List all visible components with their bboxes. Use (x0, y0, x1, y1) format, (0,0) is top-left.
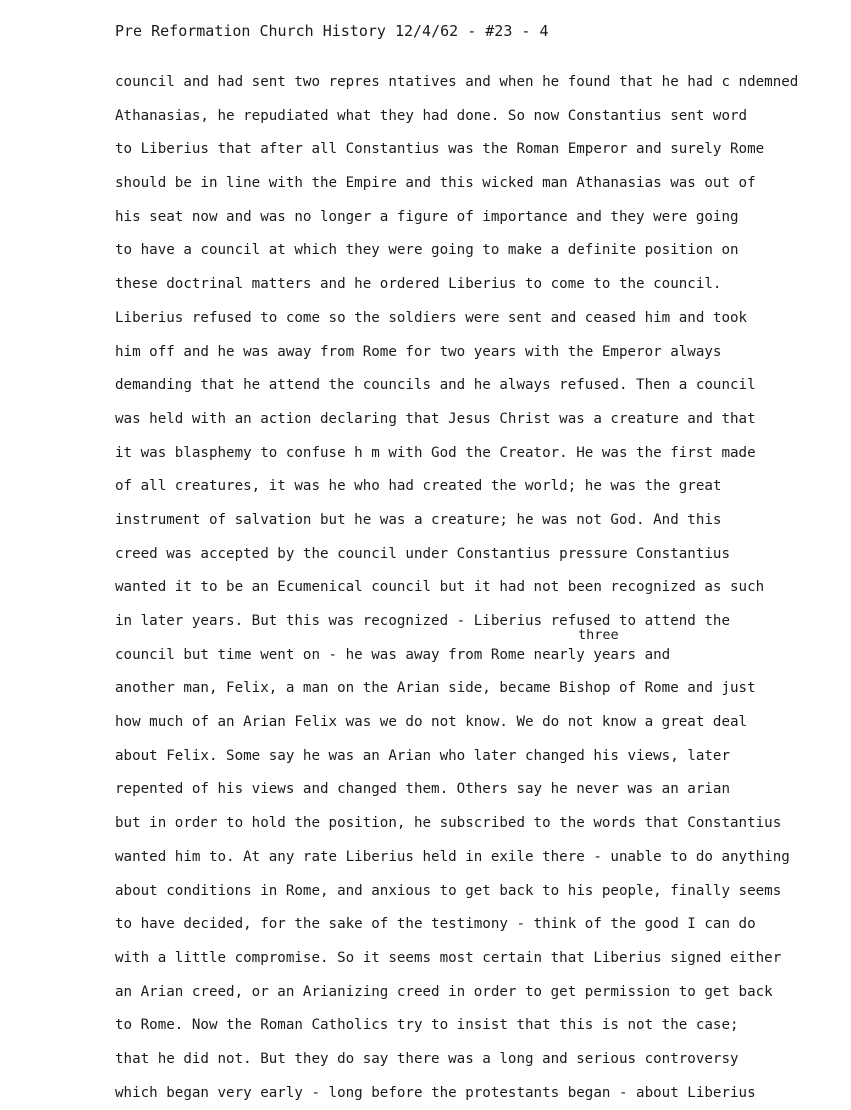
text-line: should be in line with the Empire and this wicked man Athanasias was out of (115, 175, 756, 192)
text-line: Liberius refused to come so the soldiers were sent and ceased him and took (115, 309, 748, 326)
text-line: to have a council at which they were going to make a definite position on (115, 242, 739, 259)
text-line: how much of an Arian Felix was we do not know. We do not know a great deal (115, 714, 748, 731)
text-line: to Liberius that after all Constantius was the Roman Emperor and surely Rome (115, 141, 765, 158)
text-line: instrument of salvation but he was a creature; he was not God. And this (115, 511, 722, 528)
text-line: council and had sent two repres ntatives and when he found that he had c ndemned (115, 74, 799, 90)
text-line: creed was accepted by the council under Constantius pressure Constantius (115, 545, 730, 562)
text-line: repented of his views and changed them. Others say he never was an arian (115, 781, 730, 798)
text-line: in later years. But this was recognized - Liberius refused to attend the (115, 613, 730, 629)
page-header: Pre Reformation Church History 12/4/62 - #23 - 4 (115, 22, 549, 40)
text-line: council but time went on - he was away from Rome nearly years and (115, 646, 671, 663)
text-line: was held with an action declaring that Jesus Christ was a creature and that (115, 410, 756, 427)
text-line: his seat now and was no longer a figure of importance and they were going (115, 208, 739, 225)
text-line: wanted it to be an Ecumenical council but it had not been recognized as such (115, 579, 765, 596)
text-line: about conditions in Rome, and anxious to get back to his people, finally seems (115, 882, 782, 899)
text-line: an Arian creed, or an Arianizing creed in order to get permission to get back (115, 983, 773, 1000)
text-line: that he did not. But they do say there was a long and serious controversy (115, 1050, 739, 1067)
text-line: but in order to hold the position, he subscribed to the words that Constantius (115, 815, 782, 832)
text-line: to Rome. Now the Roman Catholics try to insist that this is not the case; (115, 1017, 739, 1034)
text-line: him off and he was away from Rome for two years with the Emperor always (115, 343, 722, 360)
text-line: wanted him to. At any rate Liberius held in exile there - unable to do anything (115, 848, 790, 865)
text-line: it was blasphemy to confuse h m with God the Creator. He was the first made (115, 444, 756, 461)
text-line: Athanasias, he repudiated what they had done. So now Constantius sent word (115, 107, 748, 124)
text-line: demanding that he attend the councils and he always refused. Then a council (115, 377, 756, 394)
text-line: of all creatures, it was he who had created the world; he was the great (115, 478, 722, 495)
body-text (115, 66, 815, 1110)
text-line: to have decided, for the sake of the testimony - think of the good I can do (115, 916, 756, 933)
text-line: these doctrinal matters and he ordered Liberius to come to the council. (115, 276, 722, 293)
text-line: another man, Felix, a man on the Arian side, became Bishop of Rome and just (115, 680, 756, 697)
handwritten-insertion: three (578, 627, 619, 643)
text-line: about Felix. Some say he was an Arian who later changed his views, later (115, 747, 730, 764)
text-line: with a little compromise. So it seems most certain that Liberius signed either (115, 949, 782, 966)
text-line: which began very early - long before the protestants began - about Liberius (115, 1084, 756, 1101)
